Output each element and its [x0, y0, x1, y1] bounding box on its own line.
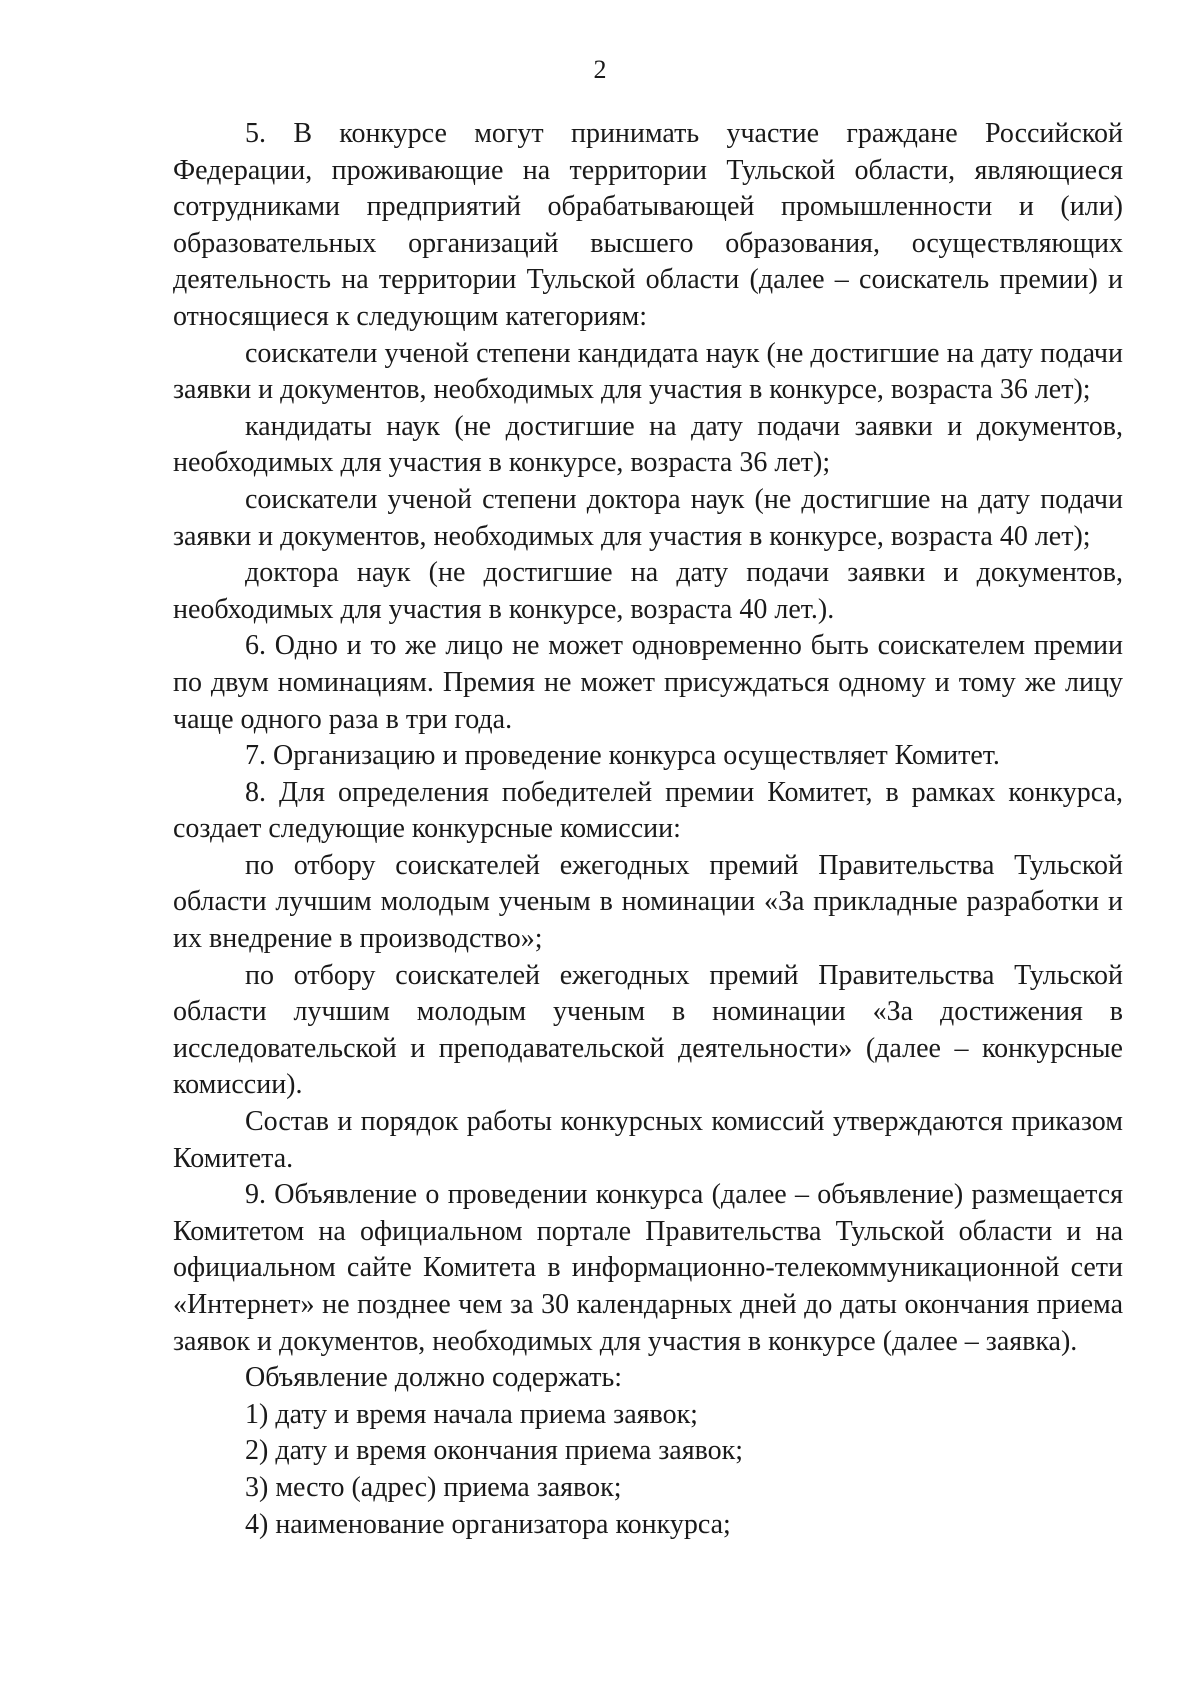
- page-number: 2: [593, 55, 607, 84]
- commission-applied-developments: по отбору соискателей ежегодных премий Правительства Тульской области лучшим молодым ученым в номинации «За прикладные разработки и их внедрение в производство»;: [173, 849, 1123, 955]
- paragraph-item-7: 7. Организацию и проведение конкурса осуществляет Комитет.: [245, 740, 1000, 772]
- announcement-contents-intro: Объявление должно содержать:: [245, 1362, 623, 1394]
- commission-research-teaching: по отбору соискателей ежегодных премий Правительства Тульской области лучшим молодым ученым в номинации «За достижения в исследовательской и преподавательской деятельности» (далее – конкурсные комиссии).: [173, 959, 1123, 1101]
- paragraph-item-6: 6. Одно и то же лицо не может одновременно быть соискателем премии по двум номинациям. Премия не может присуждаться одному и тому же лицу чаще одного раза в три года.: [173, 630, 1123, 735]
- announcement-item-2: 2) дату и время окончания приема заявок;: [245, 1435, 744, 1467]
- category-candidates-of-science: кандидаты наук (не достигшие на дату подачи заявки и документов, необходимых для участия в конкурсе, возраста 36 лет);: [173, 410, 1123, 479]
- category-candidate-degree-seekers: соискатели ученой степени кандидата наук (не достигшие на дату подачи заявки и документов, необходимых для участия в конкурсе, возраста 36 лет);: [173, 337, 1123, 406]
- document-body: [173, 116, 1123, 1543]
- paragraph-item-5: 5. В конкурсе могут принимать участие граждане Российской Федерации, проживающие на территории Тульской области, являющиеся сотрудниками предприятий обрабатывающей промышленности и (или) образовательных организаций высшего образования, осуществляющих деятельность на территории Тульской области (далее – соискатель премии) и относящиеся к следующим категориям:: [173, 118, 1123, 332]
- category-doctors-of-science: доктора наук (не достигшие на дату подачи заявки и документов, необходимых для участия в конкурсе, возраста 40 лет.).: [173, 557, 1123, 625]
- announcement-item-1: 1) дату и время начала приема заявок;: [245, 1398, 698, 1430]
- commission-composition: Состав и порядок работы конкурсных комиссий утверждаются приказом Комитета.: [173, 1106, 1123, 1174]
- announcement-item-3: 3) место (адрес) приема заявок;: [245, 1471, 622, 1503]
- paragraph-item-8: 8. Для определения победителей премии Комитет, в рамках конкурса, создает следующие конкурсные комиссии:: [173, 776, 1123, 845]
- category-doctor-degree-seekers: соискатели ученой степени доктора наук (не достигшие на дату подачи заявки и документов, необходимых для участия в конкурсе, возраста 40 лет);: [173, 483, 1123, 552]
- paragraph-item-9: 9. Объявление о проведении конкурса (далее – объявление) размещается Комитетом на официальном портале Правительства Тульской области и на официальном сайте Комитета в информационно-телекоммуникационной сети «Интернет» не позднее чем за 30 календарных дней до даты окончания приема заявок и документов, необходимых для участия в конкурсе (далее – заявка).: [173, 1179, 1123, 1357]
- announcement-item-4: 4) наименование организатора конкурса;: [245, 1508, 731, 1540]
